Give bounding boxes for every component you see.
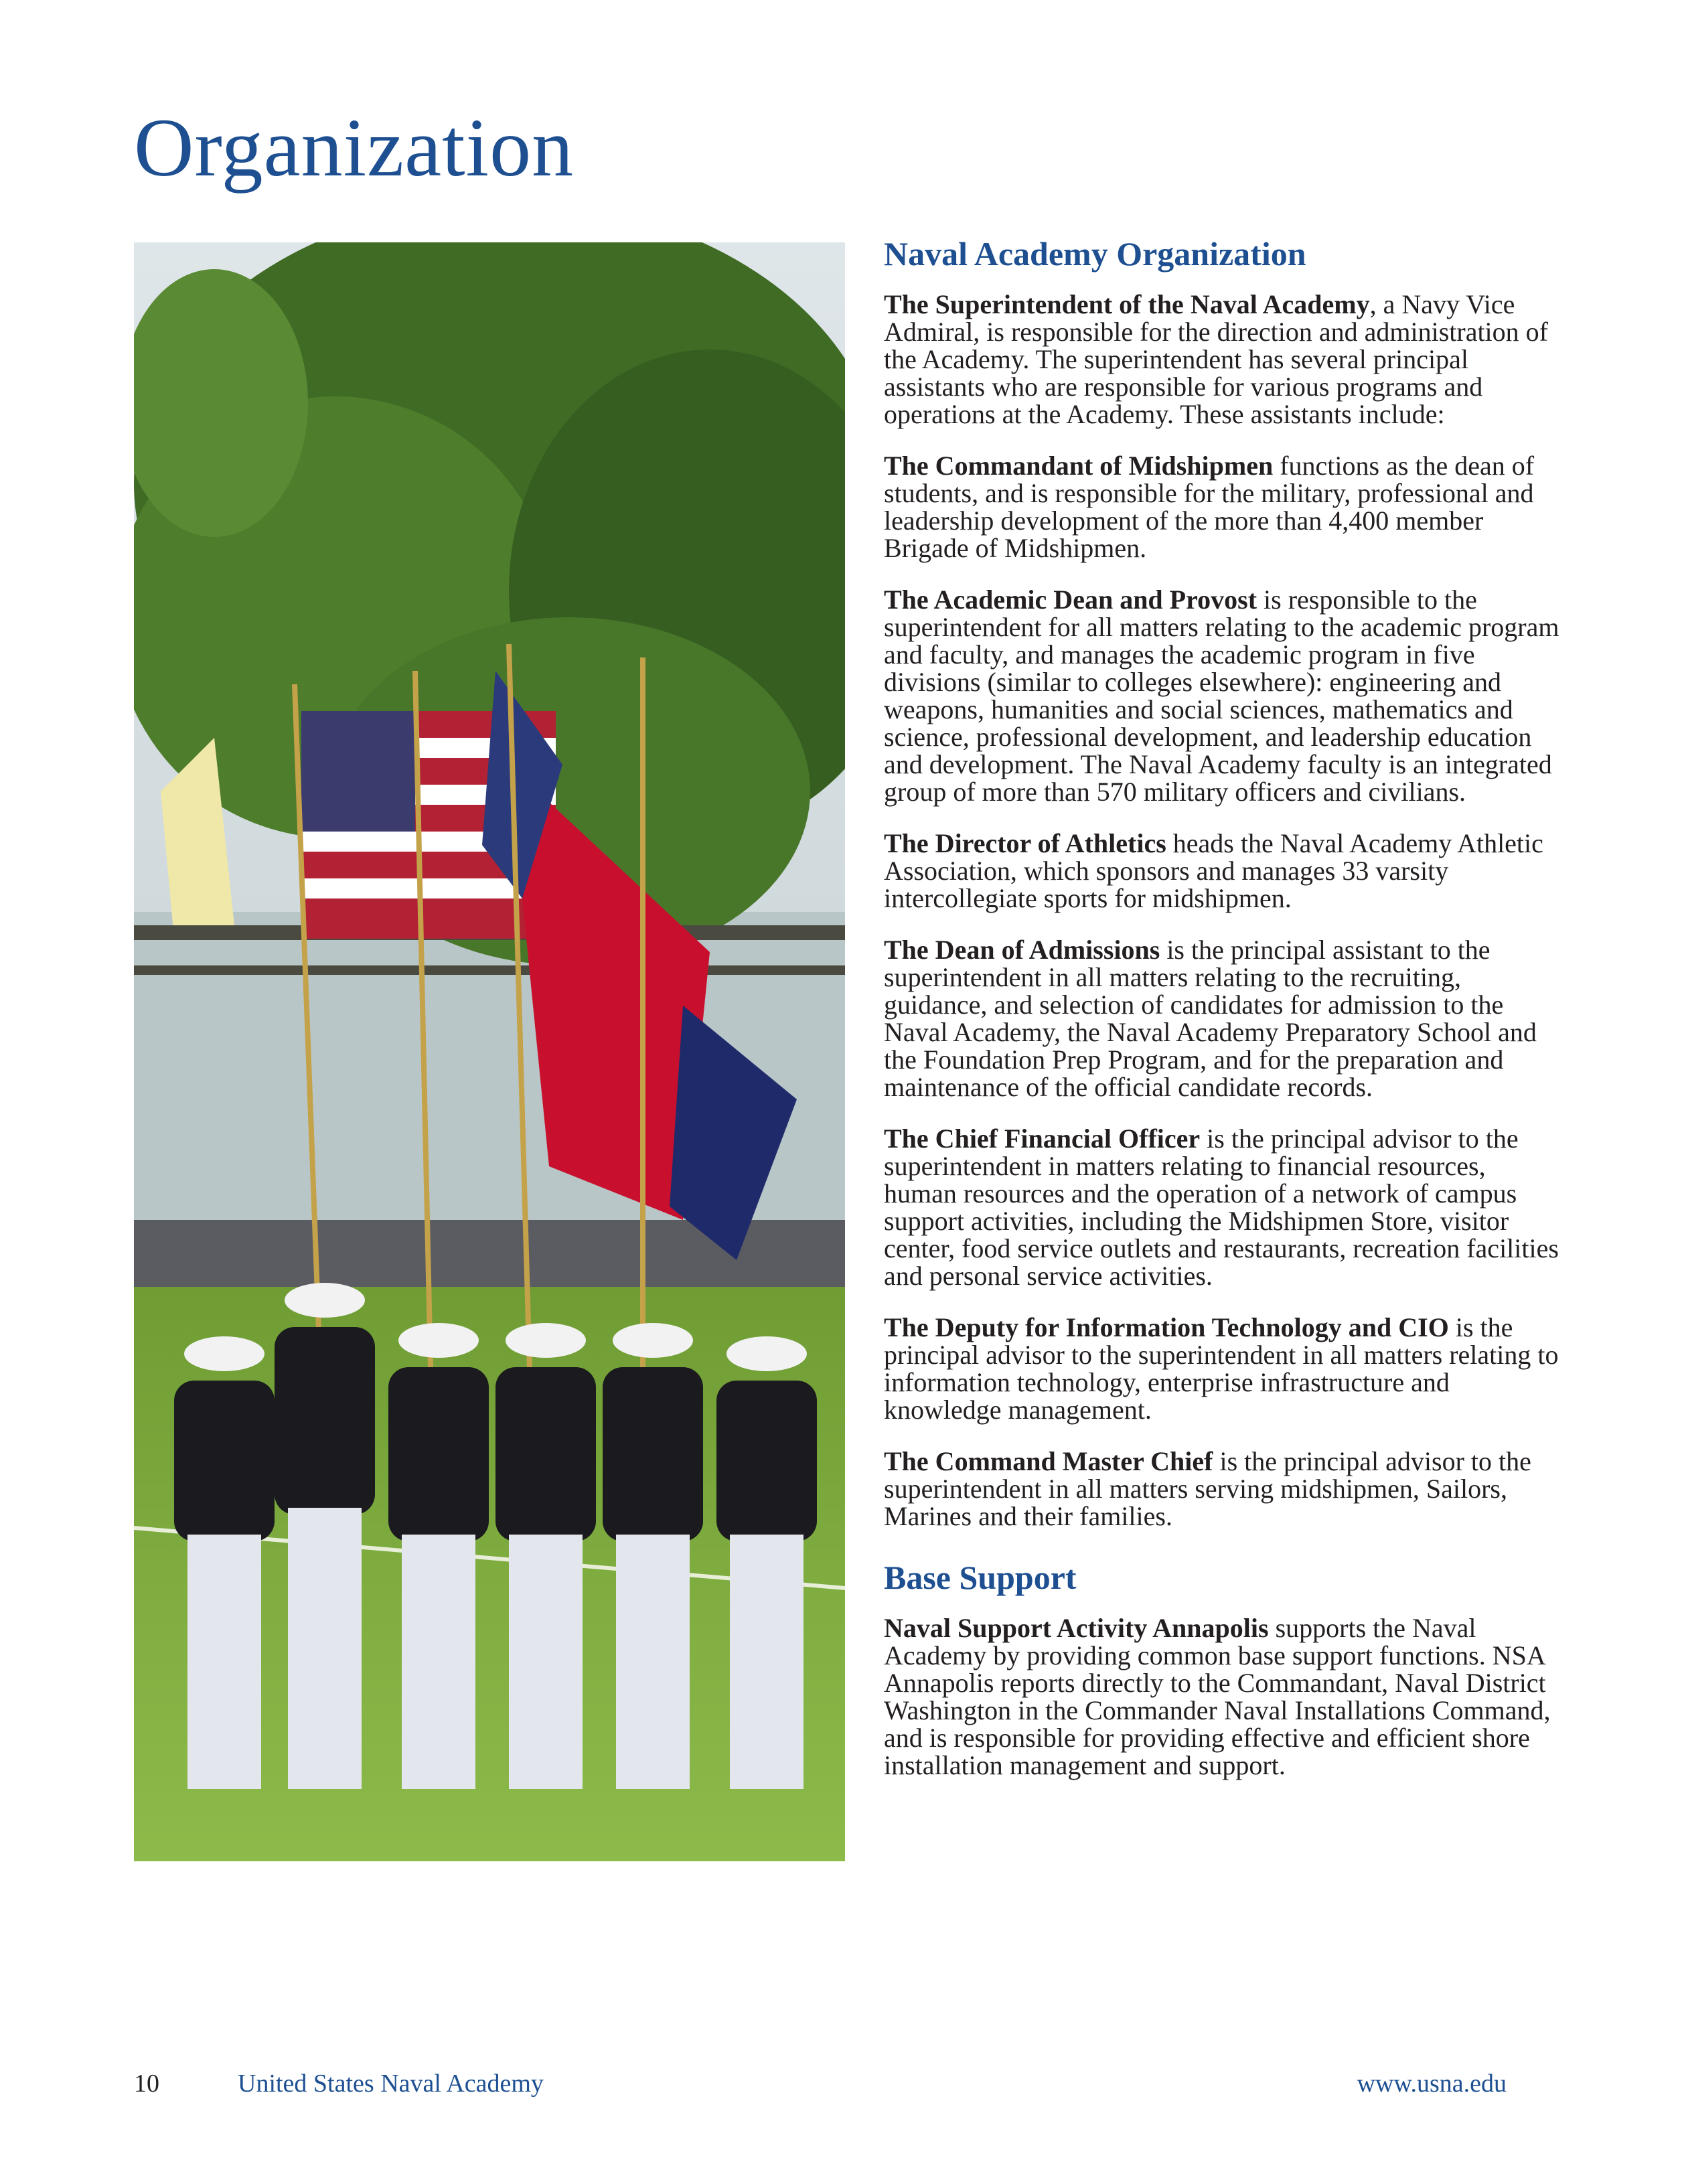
paragraph-chief-financial-officer bbox=[884, 1125, 1560, 1290]
paragraph-text: is the principal advisor to the superintendent in all matters relating to information technology, enterprise infrastructure and knowledge management. bbox=[884, 1312, 1559, 1425]
paragraph-commandant bbox=[884, 452, 1560, 562]
paragraph-lead: The Commandant of Midshipmen bbox=[884, 451, 1274, 481]
paragraph-text: supports the Naval Academy by providing common base support functions. NSA Annapolis reports directly to the Commandant, Naval District Washington in the Commander Naval Installations Command, and is responsible for providing effective and efficient shore installation management and support. bbox=[884, 1613, 1551, 1780]
paragraph-lead: The Dean of Admissions bbox=[884, 935, 1160, 965]
paragraph-lead: The Deputy for Information Technology and CIO bbox=[884, 1312, 1449, 1342]
paragraph-text: is the principal assistant to the superintendent in all matters relating to the recruiting, guidance, and selection of candidates for admission to the Naval Academy, the Naval Academy Preparatory School and the Foundation Prep Program, and for the preparation and maintenance of the official candidate records. bbox=[884, 935, 1537, 1102]
paragraph-lead: The Academic Dean and Provost bbox=[884, 584, 1257, 615]
paragraph-deputy-it-cio bbox=[884, 1314, 1560, 1423]
page-title: Organization bbox=[134, 102, 575, 193]
paragraph-director-athletics bbox=[884, 830, 1560, 912]
paragraph-lead: The Command Master Chief bbox=[884, 1446, 1213, 1476]
footer-publication: United States Naval Academy bbox=[238, 2070, 544, 2098]
paragraph-academic-dean bbox=[884, 586, 1560, 805]
paragraph-text: is the principal advisor to the superintendent in matters relating to financial resources, human resources and the operation of a network of campus support activities, including the Midshipmen Store, visitor center, food service outlets and restaurants, recreation facilities and personal service activities. bbox=[884, 1123, 1559, 1291]
paragraph-superintendent bbox=[884, 291, 1560, 428]
paragraph-text: functions as the dean of students, and is responsible for the military, professional and leadership development of the more than 4,400 member Brigade of Midshipmen. bbox=[884, 451, 1535, 563]
paragraph-lead: The Chief Financial Officer bbox=[884, 1123, 1201, 1154]
paragraph-nsa-annapolis bbox=[884, 1614, 1560, 1779]
color-guard-photo bbox=[134, 242, 845, 1861]
section-heading-base-support: Base Support bbox=[884, 1559, 1077, 1596]
paragraph-text: is the principal advisor to the superintendent in all matters serving midshipmen, Sailors, Marines and their families. bbox=[884, 1446, 1531, 1531]
paragraph-lead: The Director of Athletics bbox=[884, 828, 1166, 858]
paragraph-lead: The Superintendent of the Naval Academy bbox=[884, 289, 1370, 319]
paragraph-dean-admissions bbox=[884, 936, 1560, 1101]
paragraph-text: is responsible to the superintendent for all matters relating to the academic program and faculty, and manages the academic program in five divisions (similar to colleges elsewhere): engineering and weapons, humanities and social sciences, mathematics and science, professional development, and leadership education and development. The Naval Academy faculty is an integrated group of more than 570 military officers and civilians. bbox=[884, 584, 1559, 807]
text-column bbox=[884, 234, 1560, 1803]
section-heading-naval-academy-organization: Naval Academy Organization bbox=[884, 235, 1306, 272]
page-number: 10 bbox=[134, 2070, 159, 2098]
footer-url-link[interactable]: www.usna.edu bbox=[1357, 2070, 1507, 2098]
paragraph-command-master-chief bbox=[884, 1448, 1560, 1530]
paragraph-lead: Naval Support Activity Annapolis bbox=[884, 1613, 1269, 1643]
paragraph-text: , a Navy Vice Admiral, is responsible for the direction and administration of the Academy. The superintendent has several principal assistants who are responsible for various programs and operations at the Academy. These assistants include: bbox=[884, 289, 1548, 429]
paragraph-text: heads the Naval Academy Athletic Association, which sponsors and manages 33 varsity intercollegiate sports for midshipmen. bbox=[884, 828, 1543, 913]
